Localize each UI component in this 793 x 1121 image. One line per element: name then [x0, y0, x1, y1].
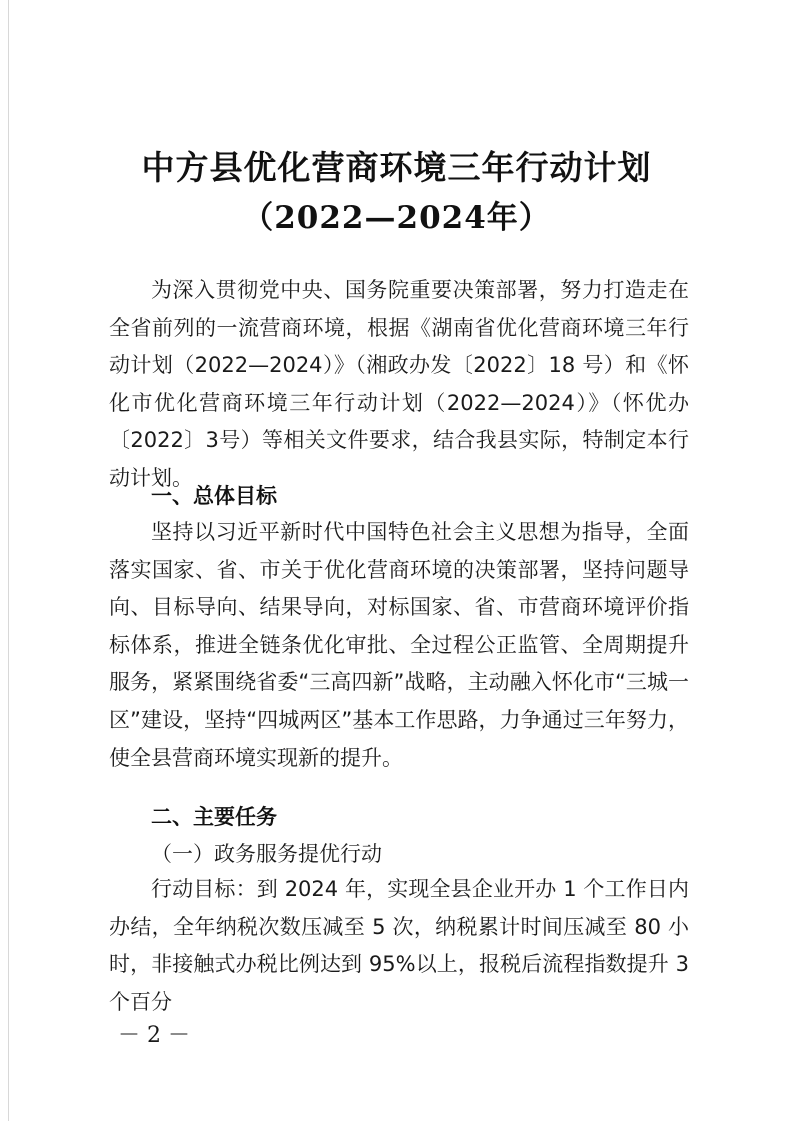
- section-2-heading: 二、主要任务: [151, 805, 277, 829]
- section-1-heading: 一、总体目标: [151, 484, 277, 508]
- subsection-1-heading: （一）政务服务提优行动: [151, 842, 382, 866]
- subsection-1-body-block: [109, 871, 689, 1021]
- section-1-body-block: [109, 514, 689, 777]
- document-title: 中方县优化营商环境三年行动计划: [141, 148, 652, 187]
- page-number: － 2 －: [118, 1023, 190, 1048]
- section-1-paragraph: 坚持以习近平新时代中国特色社会主义思想为指导，全面落实国家、省、市关于优化营商环境的决策部署，坚持问题导向、目标导向、结果导向，对标国家、省、市营商环境评价指标体系，推进全链条优化审批、全过程公正监管、全周期提升服务，紧紧围绕省委“三高四新”战略，主动融入怀化市“三城一区”建设，坚持“四城两区”基本工作思路，力争通过三年努力，使全县营商环境实现新的提升。: [109, 520, 689, 770]
- subsection-1-paragraph: 行动目标：到 2024 年，实现全县企业开办 1 个工作日内办结，全年纳税次数压减至 5 次，纳税累计时间压减至 80 小时，非接触式办税比例达到 95%以上，报税后流程指数提升 3 个百分: [109, 877, 689, 1014]
- intro-paragraph-block: [109, 272, 689, 498]
- document-subtitle-years: （2022—2024年）: [242, 200, 551, 236]
- intro-paragraph: 为深入贯彻党中央、国务院重要决策部署，努力打造走在全省前列的一流营商环境，根据《湖南省优化营商环境三年行动计划（2022—2024）》（湘政办发〔2022〕18 号）和《怀化市优化营商环境三年行动计划（2022—2024）》（怀优办〔2022〕3号）等相关文件要求，结合我县实际，特制定本行动计划。: [109, 278, 689, 490]
